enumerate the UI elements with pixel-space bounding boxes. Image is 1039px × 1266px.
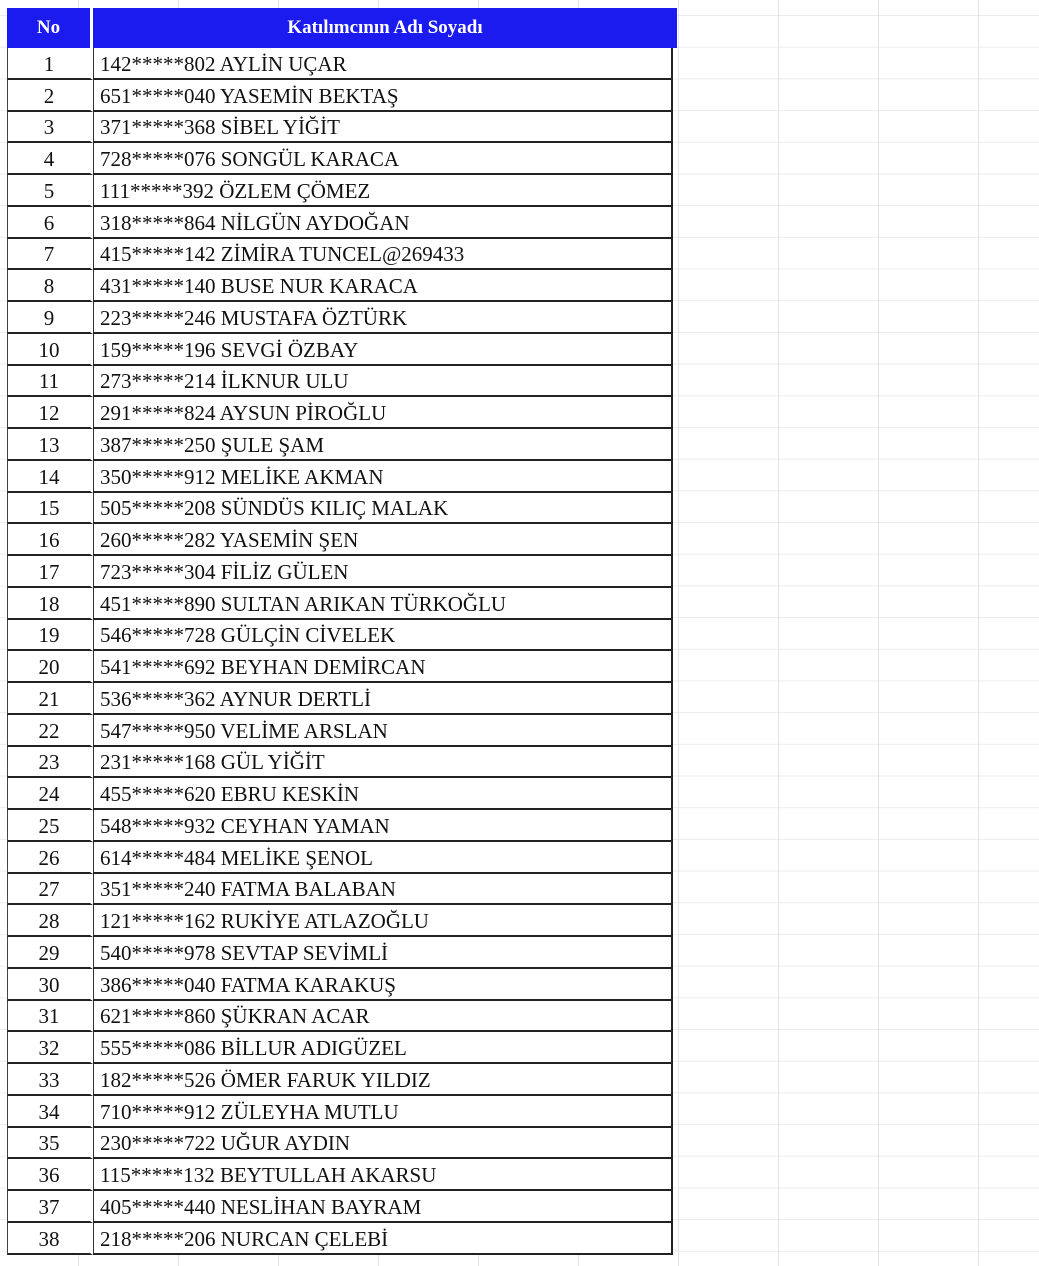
participant-name-cell[interactable]: 505*****208 SÜNDÜS KILIÇ MALAK bbox=[93, 493, 673, 525]
row-number-cell[interactable]: 1 bbox=[7, 48, 93, 80]
table-row bbox=[7, 842, 677, 874]
table-row bbox=[7, 1128, 677, 1160]
row-number-cell[interactable]: 5 bbox=[7, 175, 93, 207]
table-row bbox=[7, 334, 677, 366]
row-number-cell[interactable]: 10 bbox=[7, 334, 93, 366]
table-row bbox=[7, 1191, 677, 1223]
participant-name-cell[interactable]: 218*****206 NURCAN ÇELEBİ bbox=[93, 1223, 673, 1255]
row-number-cell[interactable]: 14 bbox=[7, 461, 93, 493]
participant-name-cell[interactable]: 318*****864 NİLGÜN AYDOĞAN bbox=[93, 207, 673, 239]
row-number-cell[interactable]: 25 bbox=[7, 810, 93, 842]
row-number-cell[interactable]: 22 bbox=[7, 715, 93, 747]
row-number-cell[interactable]: 24 bbox=[7, 778, 93, 810]
row-number-cell[interactable]: 11 bbox=[7, 366, 93, 398]
participant-name-cell[interactable]: 546*****728 GÜLÇİN CİVELEK bbox=[93, 620, 673, 652]
participant-name-cell[interactable]: 291*****824 AYSUN PİROĞLU bbox=[93, 397, 673, 429]
participant-name-cell[interactable]: 548*****932 CEYHAN YAMAN bbox=[93, 810, 673, 842]
table-row bbox=[7, 493, 677, 525]
table-row bbox=[7, 969, 677, 1001]
table-row bbox=[7, 1223, 677, 1255]
row-number-cell[interactable]: 4 bbox=[7, 143, 93, 175]
participant-name-cell[interactable]: 540*****978 SEVTAP SEVİMLİ bbox=[93, 937, 673, 969]
table-row bbox=[7, 397, 677, 429]
row-number-cell[interactable]: 27 bbox=[7, 874, 93, 906]
table-row bbox=[7, 1096, 677, 1128]
row-number-cell[interactable]: 20 bbox=[7, 651, 93, 683]
table-row bbox=[7, 1032, 677, 1064]
table-row bbox=[7, 524, 677, 556]
row-number-cell[interactable]: 9 bbox=[7, 302, 93, 334]
participant-name-cell[interactable]: 371*****368 SİBEL YİĞİT bbox=[93, 112, 673, 144]
table-row bbox=[7, 1001, 677, 1033]
participant-name-cell[interactable]: 386*****040 FATMA KARAKUŞ bbox=[93, 969, 673, 1001]
participant-name-cell[interactable]: 536*****362 AYNUR DERTLİ bbox=[93, 683, 673, 715]
row-number-cell[interactable]: 21 bbox=[7, 683, 93, 715]
table-row bbox=[7, 239, 677, 271]
participant-name-cell[interactable]: 223*****246 MUSTAFA ÖZTÜRK bbox=[93, 302, 673, 334]
row-number-cell[interactable]: 37 bbox=[7, 1191, 93, 1223]
table-header bbox=[7, 8, 677, 48]
row-number-cell[interactable]: 3 bbox=[7, 112, 93, 144]
row-number-cell[interactable]: 28 bbox=[7, 905, 93, 937]
table-row bbox=[7, 48, 677, 80]
table-row bbox=[7, 366, 677, 398]
participant-name-cell[interactable]: 230*****722 UĞUR AYDIN bbox=[93, 1128, 673, 1160]
table-row bbox=[7, 175, 677, 207]
participant-name-cell[interactable]: 415*****142 ZİMİRA TUNCEL@269433 bbox=[93, 239, 673, 271]
participant-name-cell[interactable]: 273*****214 İLKNUR ULU bbox=[93, 366, 673, 398]
participant-name-cell[interactable]: 142*****802 AYLİN UÇAR bbox=[93, 48, 673, 80]
table-row bbox=[7, 715, 677, 747]
table-row bbox=[7, 905, 677, 937]
row-number-cell[interactable]: 29 bbox=[7, 937, 93, 969]
row-number-cell[interactable]: 6 bbox=[7, 207, 93, 239]
table-body bbox=[7, 48, 677, 1255]
row-number-cell[interactable]: 32 bbox=[7, 1032, 93, 1064]
participant-name-cell[interactable]: 111*****392 ÖZLEM ÇÖMEZ bbox=[93, 175, 673, 207]
participant-name-cell[interactable]: 541*****692 BEYHAN DEMİRCAN bbox=[93, 651, 673, 683]
participant-name-cell[interactable]: 159*****196 SEVGİ ÖZBAY bbox=[93, 334, 673, 366]
participant-name-cell[interactable]: 651*****040 YASEMİN BEKTAŞ bbox=[93, 80, 673, 112]
table-row bbox=[7, 302, 677, 334]
row-number-cell[interactable]: 13 bbox=[7, 429, 93, 461]
row-number-cell[interactable]: 8 bbox=[7, 270, 93, 302]
participant-name-cell[interactable]: 451*****890 SULTAN ARIKAN TÜRKOĞLU bbox=[93, 588, 673, 620]
row-number-cell[interactable]: 38 bbox=[7, 1223, 93, 1255]
header-name-cell[interactable]: Katılımcının Adı Soyadı bbox=[93, 8, 677, 48]
row-number-cell[interactable]: 33 bbox=[7, 1064, 93, 1096]
row-number-cell[interactable]: 34 bbox=[7, 1096, 93, 1128]
row-number-cell[interactable]: 18 bbox=[7, 588, 93, 620]
participant-name-cell[interactable]: 121*****162 RUKİYE ATLAZOĞLU bbox=[93, 905, 673, 937]
table-row bbox=[7, 429, 677, 461]
participant-name-cell[interactable]: 728*****076 SONGÜL KARACA bbox=[93, 143, 673, 175]
table-row bbox=[7, 778, 677, 810]
participant-name-cell[interactable]: 115*****132 BEYTULLAH AKARSU bbox=[93, 1159, 673, 1191]
participant-name-cell[interactable]: 350*****912 MELİKE AKMAN bbox=[93, 461, 673, 493]
table-row bbox=[7, 112, 677, 144]
row-number-cell[interactable]: 26 bbox=[7, 842, 93, 874]
row-number-cell[interactable]: 31 bbox=[7, 1001, 93, 1033]
table-row bbox=[7, 143, 677, 175]
row-number-cell[interactable]: 17 bbox=[7, 556, 93, 588]
row-number-cell[interactable]: 7 bbox=[7, 239, 93, 271]
row-number-cell[interactable]: 16 bbox=[7, 524, 93, 556]
table-row bbox=[7, 556, 677, 588]
participant-table bbox=[7, 8, 677, 1255]
participant-name-cell[interactable]: 555*****086 BİLLUR ADIGÜZEL bbox=[93, 1032, 673, 1064]
participant-name-cell[interactable]: 231*****168 GÜL YİĞİT bbox=[93, 747, 673, 779]
table-row bbox=[7, 80, 677, 112]
row-number-cell[interactable]: 36 bbox=[7, 1159, 93, 1191]
table-row bbox=[7, 1064, 677, 1096]
table-row bbox=[7, 588, 677, 620]
participant-name-cell[interactable]: 614*****484 MELİKE ŞENOL bbox=[93, 842, 673, 874]
table-row bbox=[7, 810, 677, 842]
participant-name-cell[interactable]: 621*****860 ŞÜKRAN ACAR bbox=[93, 1001, 673, 1033]
participant-name-cell[interactable]: 723*****304 FİLİZ GÜLEN bbox=[93, 556, 673, 588]
row-number-cell[interactable]: 19 bbox=[7, 620, 93, 652]
table-row bbox=[7, 651, 677, 683]
participant-name-cell[interactable]: 547*****950 VELİME ARSLAN bbox=[93, 715, 673, 747]
table-row bbox=[7, 747, 677, 779]
participant-name-cell[interactable]: 455*****620 EBRU KESKİN bbox=[93, 778, 673, 810]
participant-name-cell[interactable]: 431*****140 BUSE NUR KARACA bbox=[93, 270, 673, 302]
participant-name-cell[interactable]: 182*****526 ÖMER FARUK YILDIZ bbox=[93, 1064, 673, 1096]
table-row bbox=[7, 683, 677, 715]
header-no-cell[interactable]: No bbox=[7, 8, 93, 48]
table-row bbox=[7, 1159, 677, 1191]
row-number-cell[interactable]: 2 bbox=[7, 80, 93, 112]
row-number-cell[interactable]: 23 bbox=[7, 747, 93, 779]
row-number-cell[interactable]: 35 bbox=[7, 1128, 93, 1160]
participant-name-cell[interactable]: 351*****240 FATMA BALABAN bbox=[93, 874, 673, 906]
row-number-cell[interactable]: 12 bbox=[7, 397, 93, 429]
table-row bbox=[7, 874, 677, 906]
participant-name-cell[interactable]: 387*****250 ŞULE ŞAM bbox=[93, 429, 673, 461]
table-row bbox=[7, 620, 677, 652]
participant-name-cell[interactable]: 405*****440 NESLİHAN BAYRAM bbox=[93, 1191, 673, 1223]
row-number-cell[interactable]: 30 bbox=[7, 969, 93, 1001]
table-row bbox=[7, 937, 677, 969]
row-number-cell[interactable]: 15 bbox=[7, 493, 93, 525]
table-row bbox=[7, 270, 677, 302]
participant-name-cell[interactable]: 260*****282 YASEMİN ŞEN bbox=[93, 524, 673, 556]
participant-name-cell[interactable]: 710*****912 ZÜLEYHA MUTLU bbox=[93, 1096, 673, 1128]
table-row bbox=[7, 207, 677, 239]
table-row bbox=[7, 461, 677, 493]
